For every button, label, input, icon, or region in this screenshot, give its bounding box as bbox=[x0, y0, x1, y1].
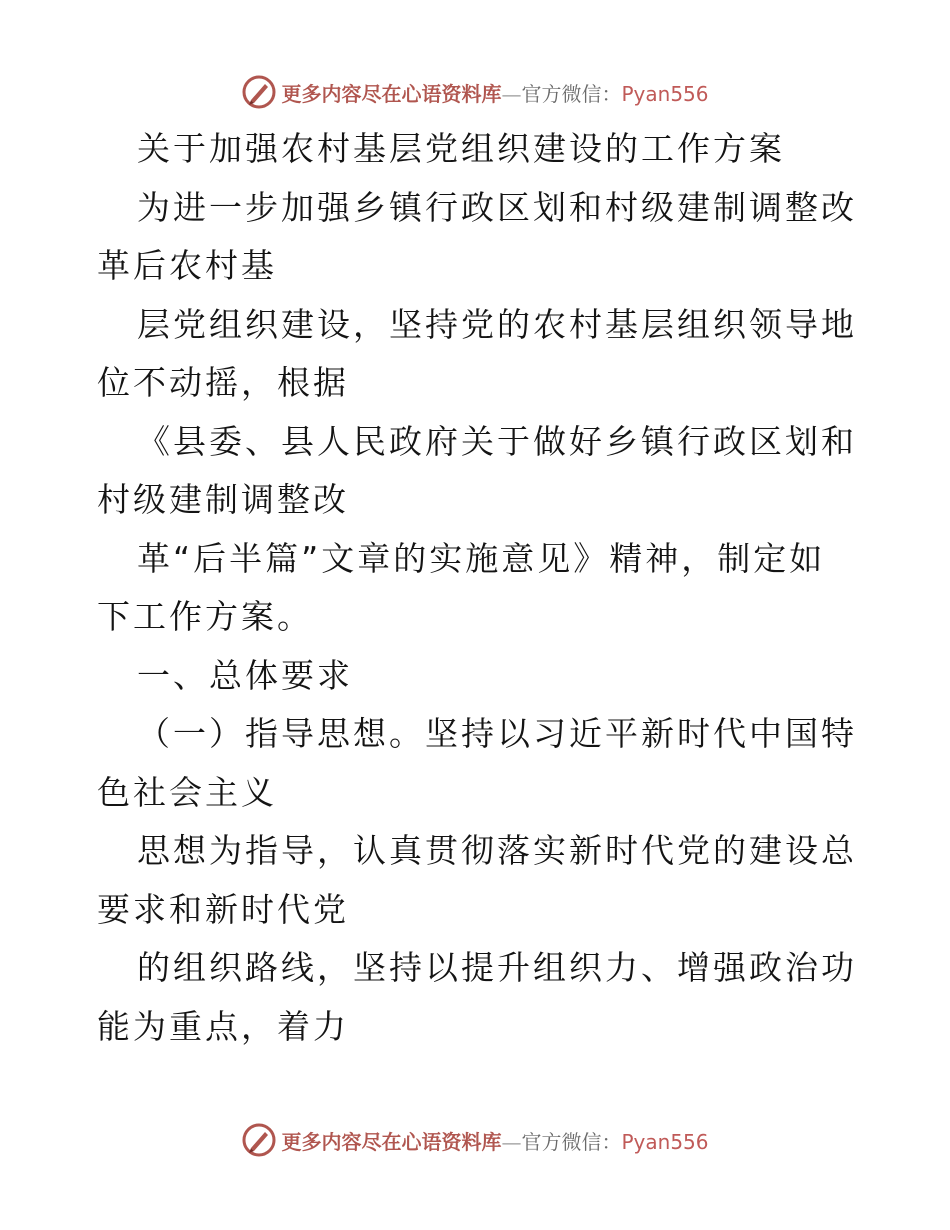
banner-wechat-label: 官方微信： bbox=[521, 1129, 622, 1154]
banner-wechat-label: 官方微信： bbox=[521, 81, 622, 106]
paragraph: 《县委、县人民政府关于做好乡镇行政区划和村级建制调整改 bbox=[97, 421, 857, 519]
footer-banner bbox=[0, 1118, 950, 1162]
banner-separator: — bbox=[501, 1129, 522, 1154]
banner-separator: — bbox=[501, 81, 522, 106]
paragraph: 思想为指导，认真贯彻落实新时代党的建设总要求和新时代党 bbox=[97, 831, 857, 929]
header-banner bbox=[0, 70, 950, 114]
paragraph: 革“后半篇”文章的实施意见》精神，制定如下工作方案。 bbox=[97, 538, 826, 636]
paragraph: 的组织路线，坚持以提升组织力、增强政治功能为重点，着力 bbox=[97, 948, 857, 1046]
paragraph: 为进一步加强乡镇行政区划和村级建制调整改革后农村基 bbox=[97, 187, 857, 285]
document-body bbox=[97, 120, 857, 1056]
banner-account: Pyan556 bbox=[621, 1129, 709, 1154]
banner-site-text: 更多内容尽在心语资料库 bbox=[281, 1129, 502, 1154]
banner-site-text: 更多内容尽在心语资料库 bbox=[281, 81, 502, 106]
paragraph: （一）指导思想。坚持以习近平新时代中国特色社会主义 bbox=[97, 714, 857, 812]
pen-logo-icon bbox=[241, 1122, 277, 1158]
paragraph: 层党组织建设，坚持党的农村基层组织领导地位不动摇，根据 bbox=[97, 304, 857, 402]
document-title: 关于加强农村基层党组织建设的工作方案 bbox=[137, 129, 785, 168]
section-heading: 一、总体要求 bbox=[137, 655, 353, 695]
banner-account: Pyan556 bbox=[621, 81, 709, 106]
pen-logo-icon bbox=[241, 74, 277, 110]
